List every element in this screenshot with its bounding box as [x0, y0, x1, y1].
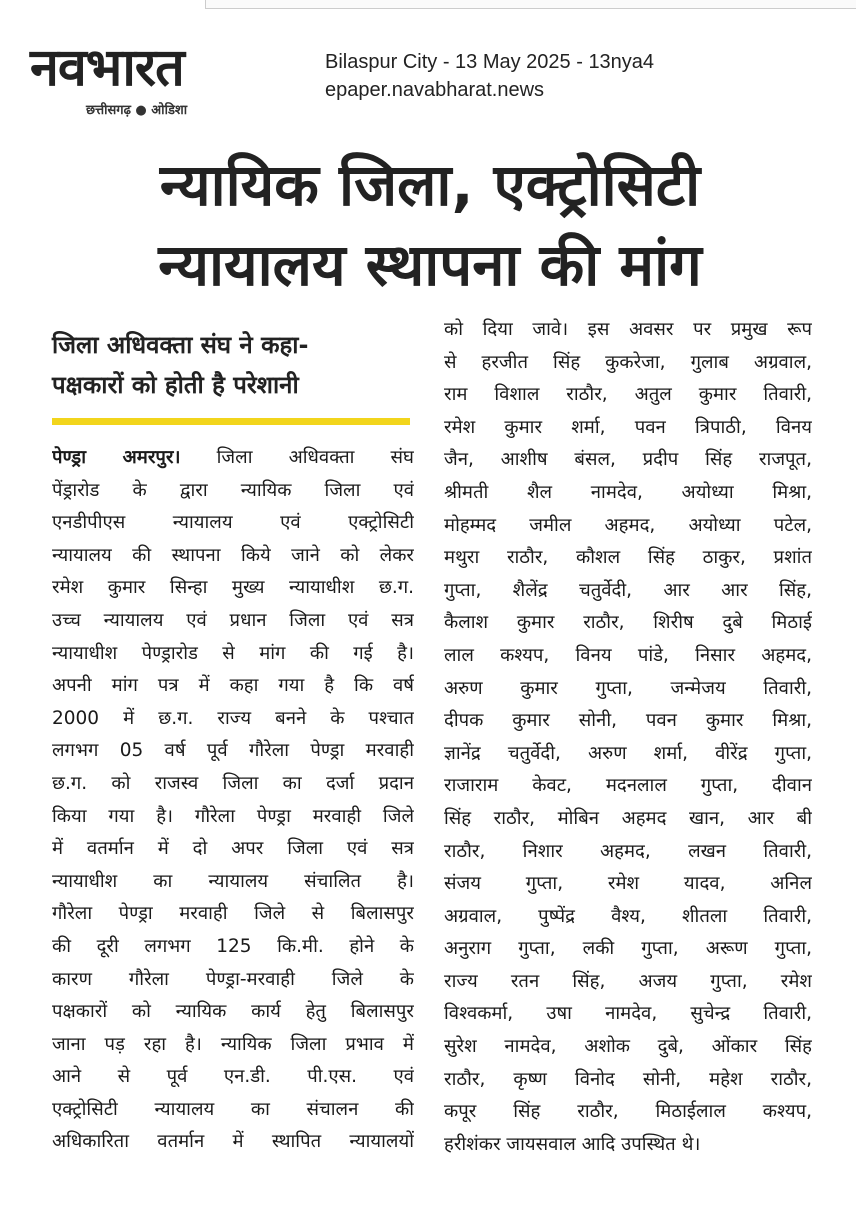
newspaper-logo: नवभारत [30, 38, 184, 98]
article-line: कपूर सिंह राठौर, मिठाईलाल कश्यप, [444, 1101, 812, 1123]
article-line: कैलाश कुमार राठौर, शिरीष दुबे मिठाई [444, 612, 812, 634]
article-line-text: एक्ट्रोसिटी न्यायालय का संचालन की [52, 1098, 414, 1120]
article-line [52, 1061, 414, 1094]
article-line-text: में वतर्मान में दो अपर जिला एवं सत्र [52, 838, 414, 860]
article-line [52, 1094, 414, 1127]
article-line-text: किया गया है। गौरेला पेण्ड्रा मरवाही जिले [52, 805, 414, 827]
article-line-text: गौरेला पेण्ड्रा मरवाही जिले से बिलासपुर [52, 903, 414, 925]
article-line: अनुराग गुप्ता, लकी गुप्ता, अरूण गुप्ता, [444, 938, 812, 960]
article-line: राठौर, निशार अहमद, लखन तिवारी, [444, 840, 812, 862]
epaper-url: epaper.navabharat.news [325, 79, 545, 101]
article-line: सिंह राठौर, मोबिन अहमद खान, आर बी [444, 807, 812, 829]
article-line [52, 507, 414, 540]
article-line-text: न्यायाधीश का न्यायालय संचालित है। [52, 870, 414, 892]
article-line [52, 605, 414, 638]
headline-line-1: न्यायिक जिला, एक्ट्रोसिटी [159, 151, 701, 219]
yellow-divider [52, 418, 410, 425]
article-line-text: लगभग 05 वर्ष पूर्व गौरेला पेण्ड्रा मरवाही [52, 740, 414, 762]
article-line [52, 442, 414, 475]
article-line-text: आने से पूर्व एन.डी. पी.एस. एवं [52, 1066, 414, 1088]
article-line [52, 801, 414, 834]
article-line-text: जिला अधिवक्ता संघ [180, 447, 414, 468]
article-line-text: अपनी मांग पत्र में कहा गया है कि वर्ष [52, 675, 414, 697]
article-line [52, 540, 414, 573]
article-line: मोहम्मद जमील अहमद, अयोध्या पटेल, [444, 514, 812, 536]
article-line-text: एनडीपीएस न्यायालय एवं एक्ट्रोसिटी [52, 512, 414, 534]
article-line-text: पेंड्रारोड के द्वारा न्यायिक जिला एवं [52, 479, 414, 501]
article-line-text: कारण गौरेला पेण्ड्रा-मरवाही जिले के [52, 968, 414, 990]
article-line [52, 1126, 414, 1159]
article-line: दीपक कुमार सोनी, पवन कुमार मिश्रा, [444, 710, 812, 732]
article-line: से हरजीत सिंह कुकरेजा, गुलाब अग्रवाल, [444, 351, 812, 373]
article-line [52, 572, 414, 605]
article-line: राजाराम केवट, मदनलाल गुप्ता, दीवान [444, 775, 812, 797]
headline-line-2: न्यायालय स्थापना की मांग [158, 231, 702, 299]
article-line: संजय गुप्ता, रमेश यादव, अनिल [444, 873, 812, 895]
headline [30, 145, 830, 305]
subhead-line-2: पक्षकारों को होती है परेशानी [52, 371, 299, 399]
subheadline [52, 325, 412, 405]
article-line: सुरेश नामदेव, अशोक दुबे, ओंकार सिंह [444, 1036, 812, 1058]
article-line [52, 866, 414, 899]
subhead-line-1: जिला अधिवक्ता संघ ने कहा- [52, 331, 309, 359]
article-line: मथुरा राठौर, कौशल सिंह ठाकुर, प्रशांत [444, 547, 812, 569]
article-line [52, 898, 414, 931]
masthead [30, 38, 300, 116]
edition-line: Bilaspur City - 13 May 2025 - 13nya4 [325, 51, 655, 73]
article-line: जैन, आशीष बंसल, प्रदीप सिंह राजपूत, [444, 449, 812, 471]
article-line [52, 833, 414, 866]
article-line: ज्ञानेंद्र चतुर्वेदी, अरुण शर्मा, वीरेंद्र गुप्ता, [444, 742, 812, 764]
article-line [52, 638, 414, 671]
article-line-text: न्यायालय की स्थापना किये जाने को लेकर [52, 544, 414, 566]
article-line: लाल कश्यप, विनय पांडे, निसार अहमद, [444, 644, 812, 666]
article-line [52, 735, 414, 768]
article-line [52, 768, 414, 801]
article-line [52, 1029, 414, 1062]
article-line: हरीशंकर जायसवाल आदि उपस्थित थे। [444, 1133, 701, 1155]
article-line-text: जाना पड़ रहा है। न्यायिक जिला प्रभाव में [52, 1033, 414, 1055]
top-border [205, 0, 856, 9]
article-line: अरुण कुमार गुप्ता, जन्मेजय तिवारी, [444, 677, 812, 699]
article-line-text: पक्षकारों को न्यायिक कार्य हेतु बिलासपुर [52, 1001, 414, 1023]
article-line: विश्वकर्मा, उषा नामदेव, सुचेन्द्र तिवारी, [444, 1003, 812, 1025]
article-line: राज्य रतन सिंह, अजय गुप्ता, रमेश [444, 970, 812, 992]
article-line-text: उच्च न्यायालय एवं प्रधान जिला एवं सत्र [52, 609, 414, 631]
article-line [52, 996, 414, 1029]
article-line [52, 964, 414, 997]
article-column-right [444, 314, 812, 1161]
article-line [52, 475, 414, 508]
article-line: अग्रवाल, पुष्पेंद्र वैश्य, शीतला तिवारी, [444, 905, 812, 927]
article-line [52, 703, 414, 736]
article-line: गुप्ता, शैलेंद्र चतुर्वेदी, आर आर सिंह, [444, 579, 812, 601]
article-line-text: रमेश कुमार सिन्हा मुख्य न्यायाधीश छ.ग. [52, 577, 414, 599]
article-line-text: 2000 में छ.ग. राज्य बनने के पश्चात [52, 707, 414, 729]
article-line-text: की दूरी लगभग 125 कि.मी. होने के [52, 935, 414, 957]
edition-info [325, 48, 654, 104]
article-column-left [52, 442, 414, 1159]
article-line [52, 931, 414, 964]
article-line-text: न्यायाधीश पेण्ड्रारोड से मांग की गई है। [52, 642, 414, 664]
dateline: पेण्ड्रा अमरपुर। [52, 447, 181, 468]
logo-subtitle: छत्तीसगढ़ ● ओडिशा [86, 103, 188, 118]
article-line: राम विशाल राठौर, अतुल कुमार तिवारी, [444, 384, 812, 406]
article-line [52, 670, 414, 703]
article-line: रमेश कुमार शर्मा, पवन त्रिपाठी, विनय [444, 416, 812, 438]
article-line-text: छ.ग. को राजस्व जिला का दर्जा प्रदान [52, 772, 414, 794]
article-line: श्रीमती शैल नामदेव, अयोध्या मिश्रा, [444, 481, 812, 503]
article-line: को दिया जावे। इस अवसर पर प्रमुख रूप [444, 319, 812, 340]
article-line-text: अधिकारिता वतर्मान में स्थापित न्यायालयों [52, 1131, 414, 1153]
article-line: राठौर, कृष्ण विनोद सोनी, महेश राठौर, [444, 1068, 812, 1090]
